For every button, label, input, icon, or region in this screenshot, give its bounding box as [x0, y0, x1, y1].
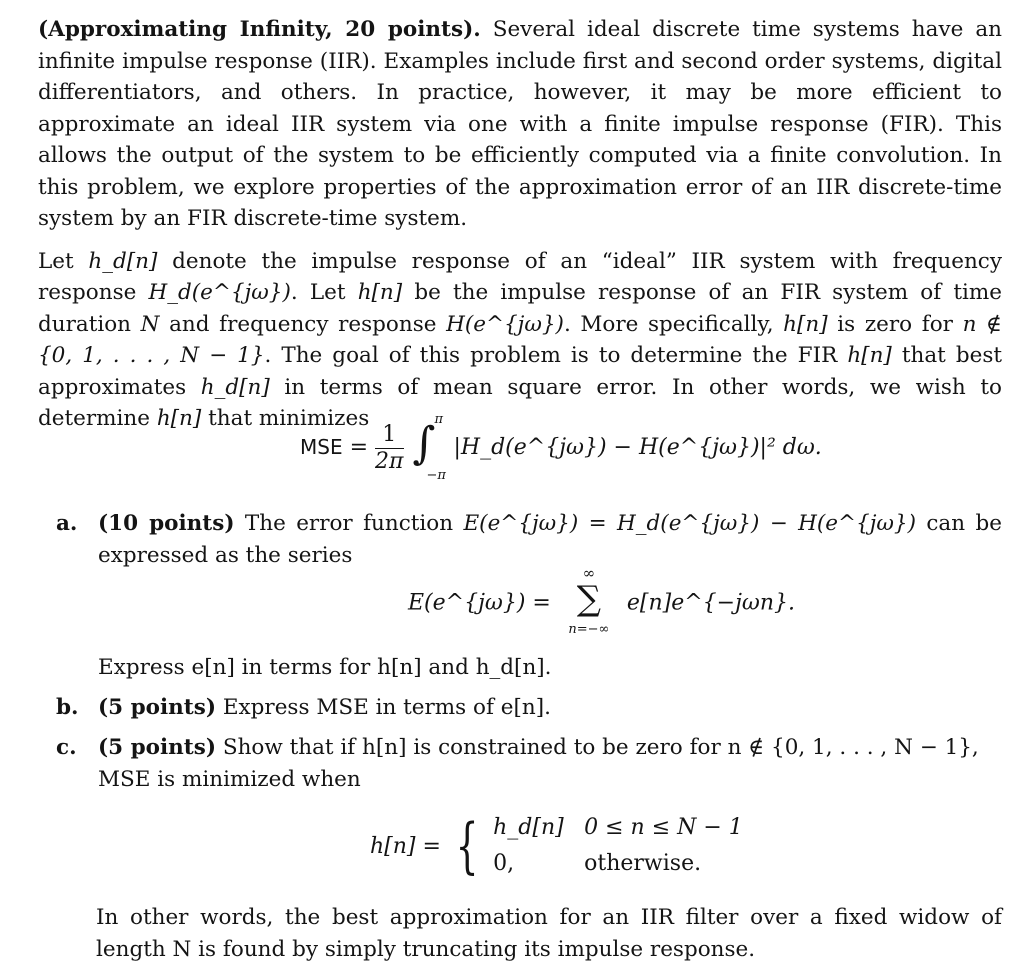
mse-equation	[300, 412, 822, 483]
part-text: can be expressed as the series	[98, 511, 1002, 568]
math-h-n: h[n]	[357, 280, 403, 305]
series-rhs: e[n]e^{−jωn}.	[626, 590, 796, 616]
setup-text: . Let	[290, 280, 346, 305]
problem-statement	[38, 14, 1002, 435]
fraction-denominator: 2π	[375, 448, 404, 474]
setup-text: is zero for	[837, 311, 953, 337]
part-label: b.	[56, 695, 79, 720]
series-lhs: E(e^{jω}) =	[408, 590, 551, 616]
integral-upper-limit: π	[434, 412, 444, 427]
setup-text: . The goal of this problem is to determine the FIR	[264, 343, 838, 368]
piecewise-cases	[493, 810, 743, 882]
part-label: c.	[56, 735, 77, 760]
closing-paragraph	[96, 902, 1002, 965]
mse-label: MSE	[300, 435, 343, 459]
integral-sign: ∫	[412, 418, 436, 469]
sum-lower-limit: n=−∞	[568, 622, 610, 637]
math-Hd: H_d(e^{jω})	[148, 280, 291, 305]
math-h-n: h[n]	[783, 311, 828, 337]
part-points: (5 points)	[98, 695, 216, 720]
case-value: h_d[n]	[493, 815, 564, 840]
setup-text: that best approximates	[38, 343, 1002, 400]
case-row	[493, 810, 743, 846]
math-h-n: h[n]	[156, 406, 202, 431]
math-error-expression: E(e^{jω}) = H_d(e^{jω}) − H(e^{jω})	[463, 511, 916, 536]
part-body	[98, 732, 1002, 795]
math-hd-n: h_d[n]	[200, 374, 270, 400]
part-points: (10 points)	[98, 511, 235, 536]
setup-text: in terms of mean square error. In other words, we wish to determine	[38, 374, 1002, 431]
case-row	[493, 846, 743, 882]
part-a-follow	[98, 652, 998, 684]
part-text: The error function	[244, 511, 454, 536]
math-hd-n: h_d[n]	[88, 248, 158, 274]
sum-upper-limit: ∞	[582, 564, 596, 582]
setup-text: that minimizes	[208, 406, 370, 431]
math-index-set: n ∉ {0, 1, . . . , N − 1}	[38, 311, 1002, 368]
part-text: Express MSE in terms of e[n].	[222, 695, 551, 720]
fraction-numerator: 1	[375, 422, 403, 449]
math-H: H(e^{jω})	[446, 311, 564, 337]
part-text: MSE is minimized when	[98, 766, 361, 792]
integrand: |H_d(e^{jω}) − H(e^{jω})|² dω.	[453, 435, 822, 460]
piecewise-equation	[370, 810, 743, 882]
part-a-question: Express e[n] in terms for h[n] and h_d[n].	[98, 655, 552, 680]
setup-text: be the impulse response of an FIR system of time duration	[38, 280, 1003, 337]
part-label: a.	[56, 511, 78, 536]
closing-text: In other words, the best approximation for an IIR filter over a fixed widow of length N is found by simply truncating its impulse response.	[96, 905, 1002, 962]
case-value: 0,	[493, 851, 515, 876]
setup-text: . More specifically,	[563, 311, 774, 337]
setup-paragraph	[38, 246, 1002, 435]
setup-text: Let	[38, 248, 74, 274]
piecewise-lhs: h[n] =	[370, 833, 441, 859]
sigma-icon: ∑	[576, 579, 602, 619]
summation	[558, 566, 620, 640]
series-equation	[408, 566, 795, 640]
part-points: (5 points)	[98, 735, 216, 760]
integral-lower-limit: −π	[426, 468, 446, 483]
intro-paragraph	[38, 14, 1002, 235]
case-condition: 0 ≤ n ≤ N − 1	[584, 815, 743, 840]
part-text: Show that if h[n] is constrained to be zero for n ∉ {0, 1, . . . , N − 1},	[222, 735, 979, 760]
math-h-n: h[n]	[847, 343, 892, 368]
equals-sign: =	[349, 435, 369, 460]
setup-text: and frequency response	[169, 311, 437, 337]
math-N: N	[140, 311, 160, 337]
case-condition: otherwise.	[584, 851, 702, 876]
setup-text: denote the impulse response of an “ideal” IIR system with frequency response	[38, 248, 1002, 305]
fraction	[375, 422, 403, 475]
part-body	[98, 508, 1002, 571]
part-body	[98, 692, 1002, 724]
problem-title: (Approximating Infinity, 20 points).	[38, 17, 481, 42]
brace-icon: {	[455, 811, 479, 881]
integral	[411, 412, 447, 483]
intro-text: Several ideal discrete time systems have an infinite impulse response (IIR). Examples include first and second order systems, digital differentiators, and others. In practice, however, it may be more efficient to approximate an ideal IIR system via one with a finite impulse response (FIR). This allows the output of the system to be efficiently computed via a finite convolution. In this problem, we explore properties of the approximation error of an IIR discrete-time system by an FIR discrete-time system.	[38, 17, 1002, 231]
